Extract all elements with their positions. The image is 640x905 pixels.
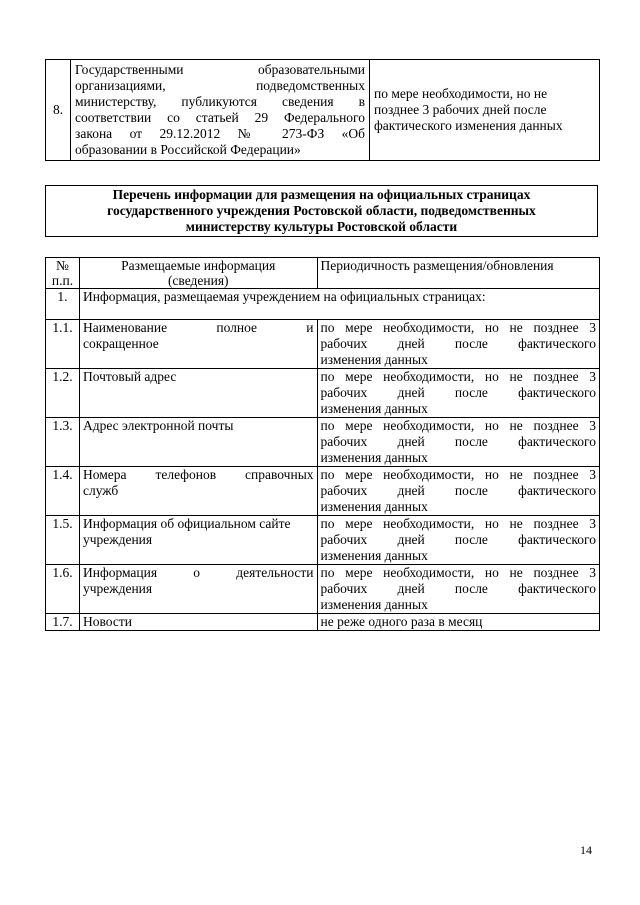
row-info: [79, 418, 317, 467]
header-info: [79, 258, 317, 289]
period-line: по мере необходимости, но не позднее 3: [320, 467, 596, 482]
info-line: Адрес электронной почты: [82, 418, 234, 433]
info-line: Информация об официальном сайте: [82, 516, 291, 531]
info-line: учреждения: [82, 581, 153, 596]
info-line: служб: [82, 483, 119, 498]
row-info: [79, 565, 317, 614]
table-row: [46, 320, 600, 369]
continuation-table: [45, 59, 600, 161]
section-row: [46, 289, 600, 320]
row-period: [317, 369, 599, 418]
section-number: 1.: [46, 289, 80, 320]
info-line: министерству, публикуются сведения в: [75, 94, 365, 109]
period-line: по мере необходимости, но не позднее 3: [320, 320, 596, 335]
header-info-line1: Размещаемые информация: [121, 258, 276, 273]
row-info: [79, 320, 317, 369]
row-number: 1.5.: [46, 516, 80, 565]
info-line: соответствии со статьей 29 Федерального: [75, 110, 365, 125]
info-line: Номера телефонов справочных: [82, 467, 314, 482]
period-line: рабочих дней после фактического: [320, 434, 596, 449]
page-number: 14: [580, 843, 592, 857]
row-number: 1.1.: [46, 320, 80, 369]
period-line: по мере необходимости, но не позднее 3: [320, 418, 596, 433]
row-period: [317, 418, 599, 467]
period-line: рабочих дней после фактического: [320, 385, 596, 400]
period-line: рабочих дней после фактического: [320, 581, 596, 596]
section-heading: [45, 185, 598, 237]
row-info: Новости: [79, 614, 317, 631]
table-row: [46, 369, 600, 418]
period-line: изменения данных: [320, 548, 428, 563]
table-row: [46, 418, 600, 467]
row-number: 1.6.: [46, 565, 80, 614]
period-line: рабочих дней после фактического: [320, 483, 596, 498]
period-line: по мере необходимости, но не позднее 3: [320, 369, 596, 384]
period-line: по мере необходимости, но не позднее 3: [320, 516, 596, 531]
row-number: 1.3.: [46, 418, 80, 467]
row-number: 1.4.: [46, 467, 80, 516]
row-number: 1.7.: [46, 614, 80, 631]
period-line: изменения данных: [320, 352, 428, 367]
period-line: изменения данных: [320, 401, 428, 416]
info-line: закона от 29.12.2012 № 273-ФЗ «Об: [75, 126, 365, 141]
period-line: по мере необходимости, но не позднее 3: [320, 565, 596, 580]
header-number-line1: №: [56, 258, 69, 273]
table-header-row: [46, 258, 600, 289]
row-number: 1.2.: [46, 369, 80, 418]
row-period: [317, 467, 599, 516]
row-period: [317, 320, 599, 369]
row-period: [317, 516, 599, 565]
period-line: изменения данных: [320, 597, 428, 612]
period-line: изменения данных: [320, 450, 428, 465]
table-row: [46, 60, 600, 161]
period-line: изменения данных: [320, 499, 428, 514]
table-row: [46, 565, 600, 614]
info-line: Информация о деятельности: [82, 565, 314, 580]
info-table: [45, 257, 600, 631]
period-line: рабочих дней после фактического: [320, 336, 596, 351]
header-period: Периодичность размещения/обновления: [317, 258, 599, 289]
row-number: 8.: [46, 60, 71, 161]
table-row: [46, 614, 600, 631]
row-period: [370, 60, 600, 161]
table-row: [46, 516, 600, 565]
period-line: по мере необходимости, но не: [374, 86, 548, 101]
heading-text: Перечень информации для размещения на официальных страницах государственного учреждения Ростовской области, подведомственных министерству культуры Ростовской области: [107, 187, 536, 234]
info-line: Наименование полное и: [82, 320, 314, 335]
info-line: Почтовый адрес: [82, 369, 177, 384]
info-line: Государственными образовательными: [75, 62, 365, 77]
row-info: [71, 60, 370, 161]
period-line: фактического изменения данных: [374, 118, 563, 133]
row-info: [79, 467, 317, 516]
info-line: сокращенное: [82, 336, 159, 351]
table-row: [46, 467, 600, 516]
section-text: Информация, размещаемая учреждением на официальных страницах:: [79, 289, 599, 320]
period-line: рабочих дней после фактического: [320, 532, 596, 547]
header-info-line2: (сведения): [167, 273, 229, 288]
header-number: [46, 258, 80, 289]
row-period: не реже одного раза в месяц: [317, 614, 599, 631]
info-line: организациями, подведомственных: [75, 78, 365, 93]
info-line: учреждения: [82, 532, 153, 547]
header-number-line2: п.п.: [51, 273, 74, 288]
row-info: [79, 516, 317, 565]
info-line: образовании в Российской Федерации»: [75, 142, 301, 157]
period-line: позднее 3 рабочих дней после: [374, 102, 547, 117]
row-info: [79, 369, 317, 418]
row-period: [317, 565, 599, 614]
